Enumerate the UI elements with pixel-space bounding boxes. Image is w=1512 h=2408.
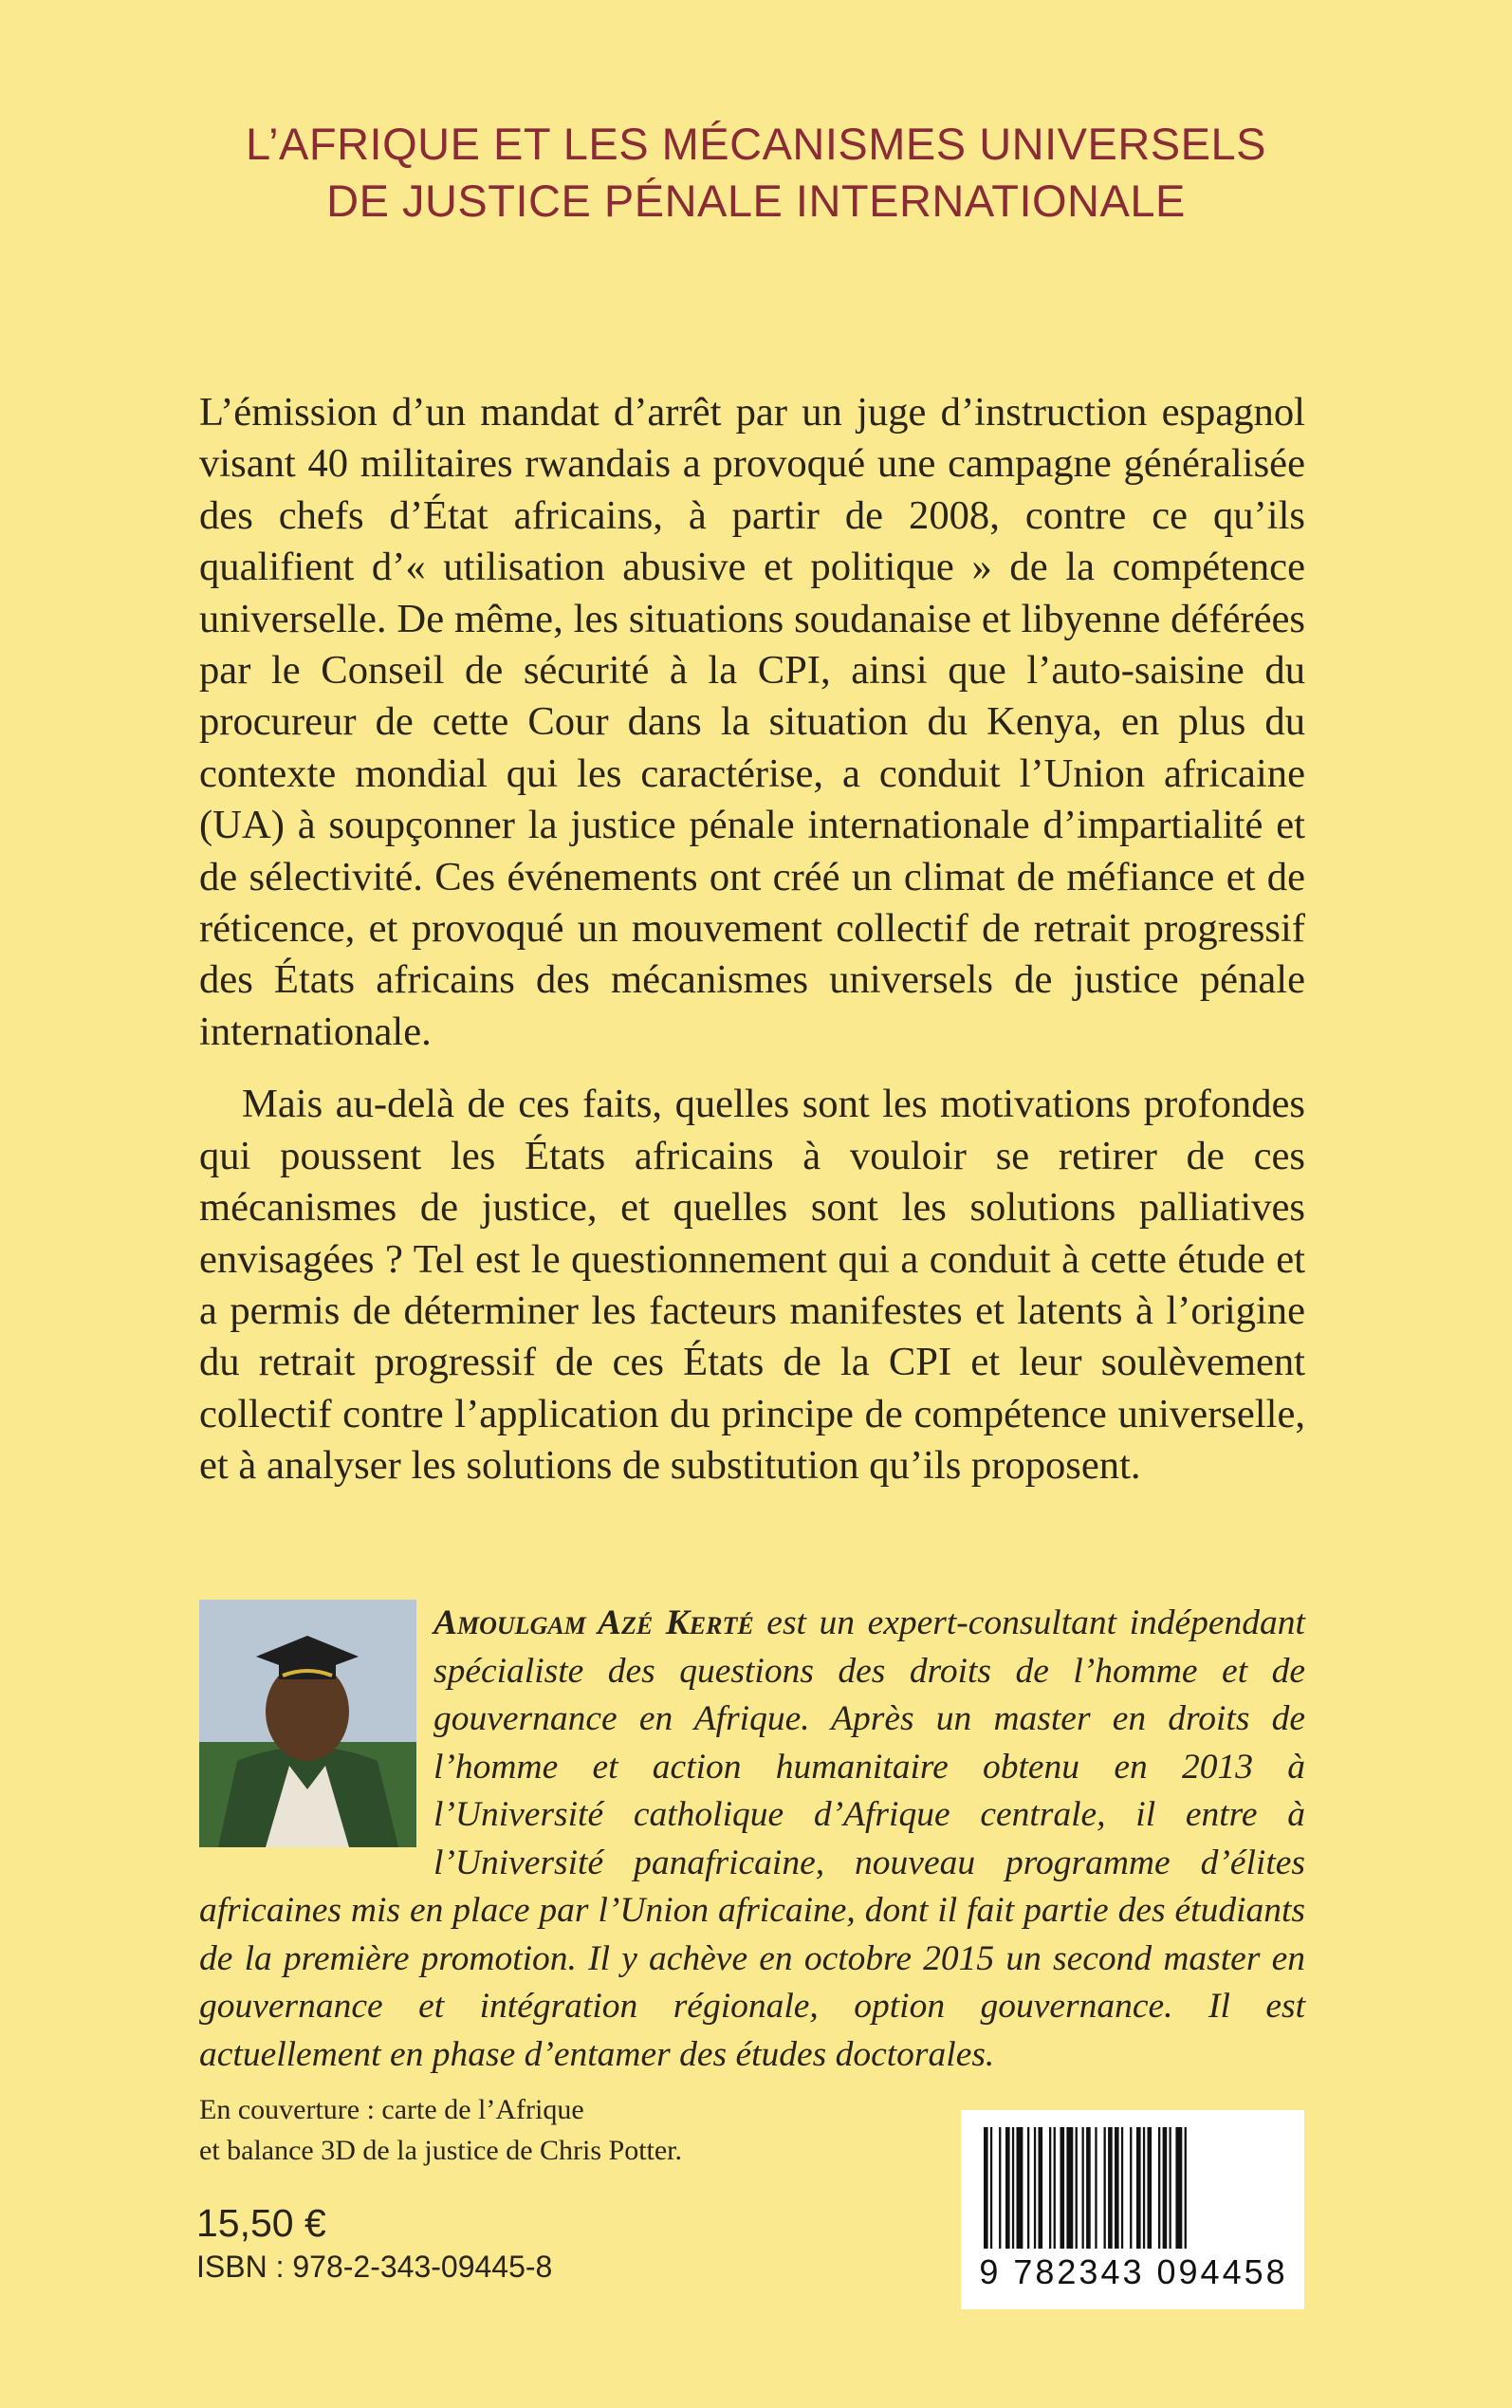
barcode-bars <box>980 2127 1285 2249</box>
cover-credit-line-2: et balance 3D de la justice de Chris Potter. <box>199 2135 683 2166</box>
book-title <box>0 116 1512 230</box>
author-bio-text: est un expert-consultant indépendant spécialiste des questions des droits de l’homme et de gouvernance en Afrique. Après un master en droits de l’homme et action humanitaire obtenu en 2013 à l’Université catholique d’Afrique centrale, il entre à l’Université panafricaine, nouveau programme d’élites africaines mis en place par l’Union africaine, dont il fait partie des étudiants de la première promotion. Il y achève en octobre 2015 un second master en gouvernance et intégration régionale, option gouvernance. Il est actuellement en phase d’entamer des études doctorales. <box>199 1603 1305 2074</box>
author-name: Amoulgam Azé Kerté <box>433 1603 754 1642</box>
isbn: ISBN : 978-2-343-09445-8 <box>196 2250 553 2284</box>
barcode-digits: 9 782343 094458 <box>979 2252 1288 2291</box>
author-photo-image <box>199 1600 416 1847</box>
summary <box>199 387 1305 1492</box>
title-line-1: L’AFRIQUE ET LES MÉCANISMES UNIVERSELS <box>246 119 1266 169</box>
summary-paragraph-2: Mais au-delà de ces faits, quelles sont les motivations profondes qui poussent les États africains à vouloir se retirer de ces mécanismes de justice, et quelles sont les solutions palliatives envisagées ? Tel est le questionnement qui a conduit à cette étude et a permis de déterminer les facteurs manifestes et latents à l’origine du retrait progressif de ces États de la CPI et leur soulèvement collectif contre l’application du principe de compétence universelle, et à analyser les solutions de substitution qu’ils proposent. <box>199 1082 1305 1489</box>
title-line-2: DE JUSTICE PÉNALE INTERNATIONALE <box>326 176 1186 226</box>
barcode <box>961 2110 1304 2309</box>
author-bio <box>199 1600 1305 2079</box>
summary-paragraph-1: L’émission d’un mandat d’arrêt par un juge d’instruction espagnol visant 40 militaires rwandais a provoqué une campagne généralisée des chefs d’État africains, à partir de 2008, contre ce qu’ils qualifient d’« utilisation abusive et politique » de la compétence universelle. De même, les situations soudanaise et libyenne déférées par le Conseil de sécurité à la CPI, ainsi que l’auto-saisine du procureur de cette Cour dans la situation du Kenya, en plus du contexte mondial qui les caractérise, a conduit l’Union africaine (UA) à soupçonner la justice pénale internationale d’impartialité et de sélectivité. Ces événements ont créé un climat de méfiance et de réticence, et provoqué un mouvement collectif de retrait progressif des États africains des mécanismes universels de justice pénale internationale. <box>199 390 1305 1054</box>
cover-credit-line-1: En couverture : carte de l’Afrique <box>199 2094 584 2125</box>
cover-credit <box>199 2089 768 2171</box>
price: 15,50 € <box>196 2201 326 2245</box>
author-photo <box>199 1600 416 1847</box>
